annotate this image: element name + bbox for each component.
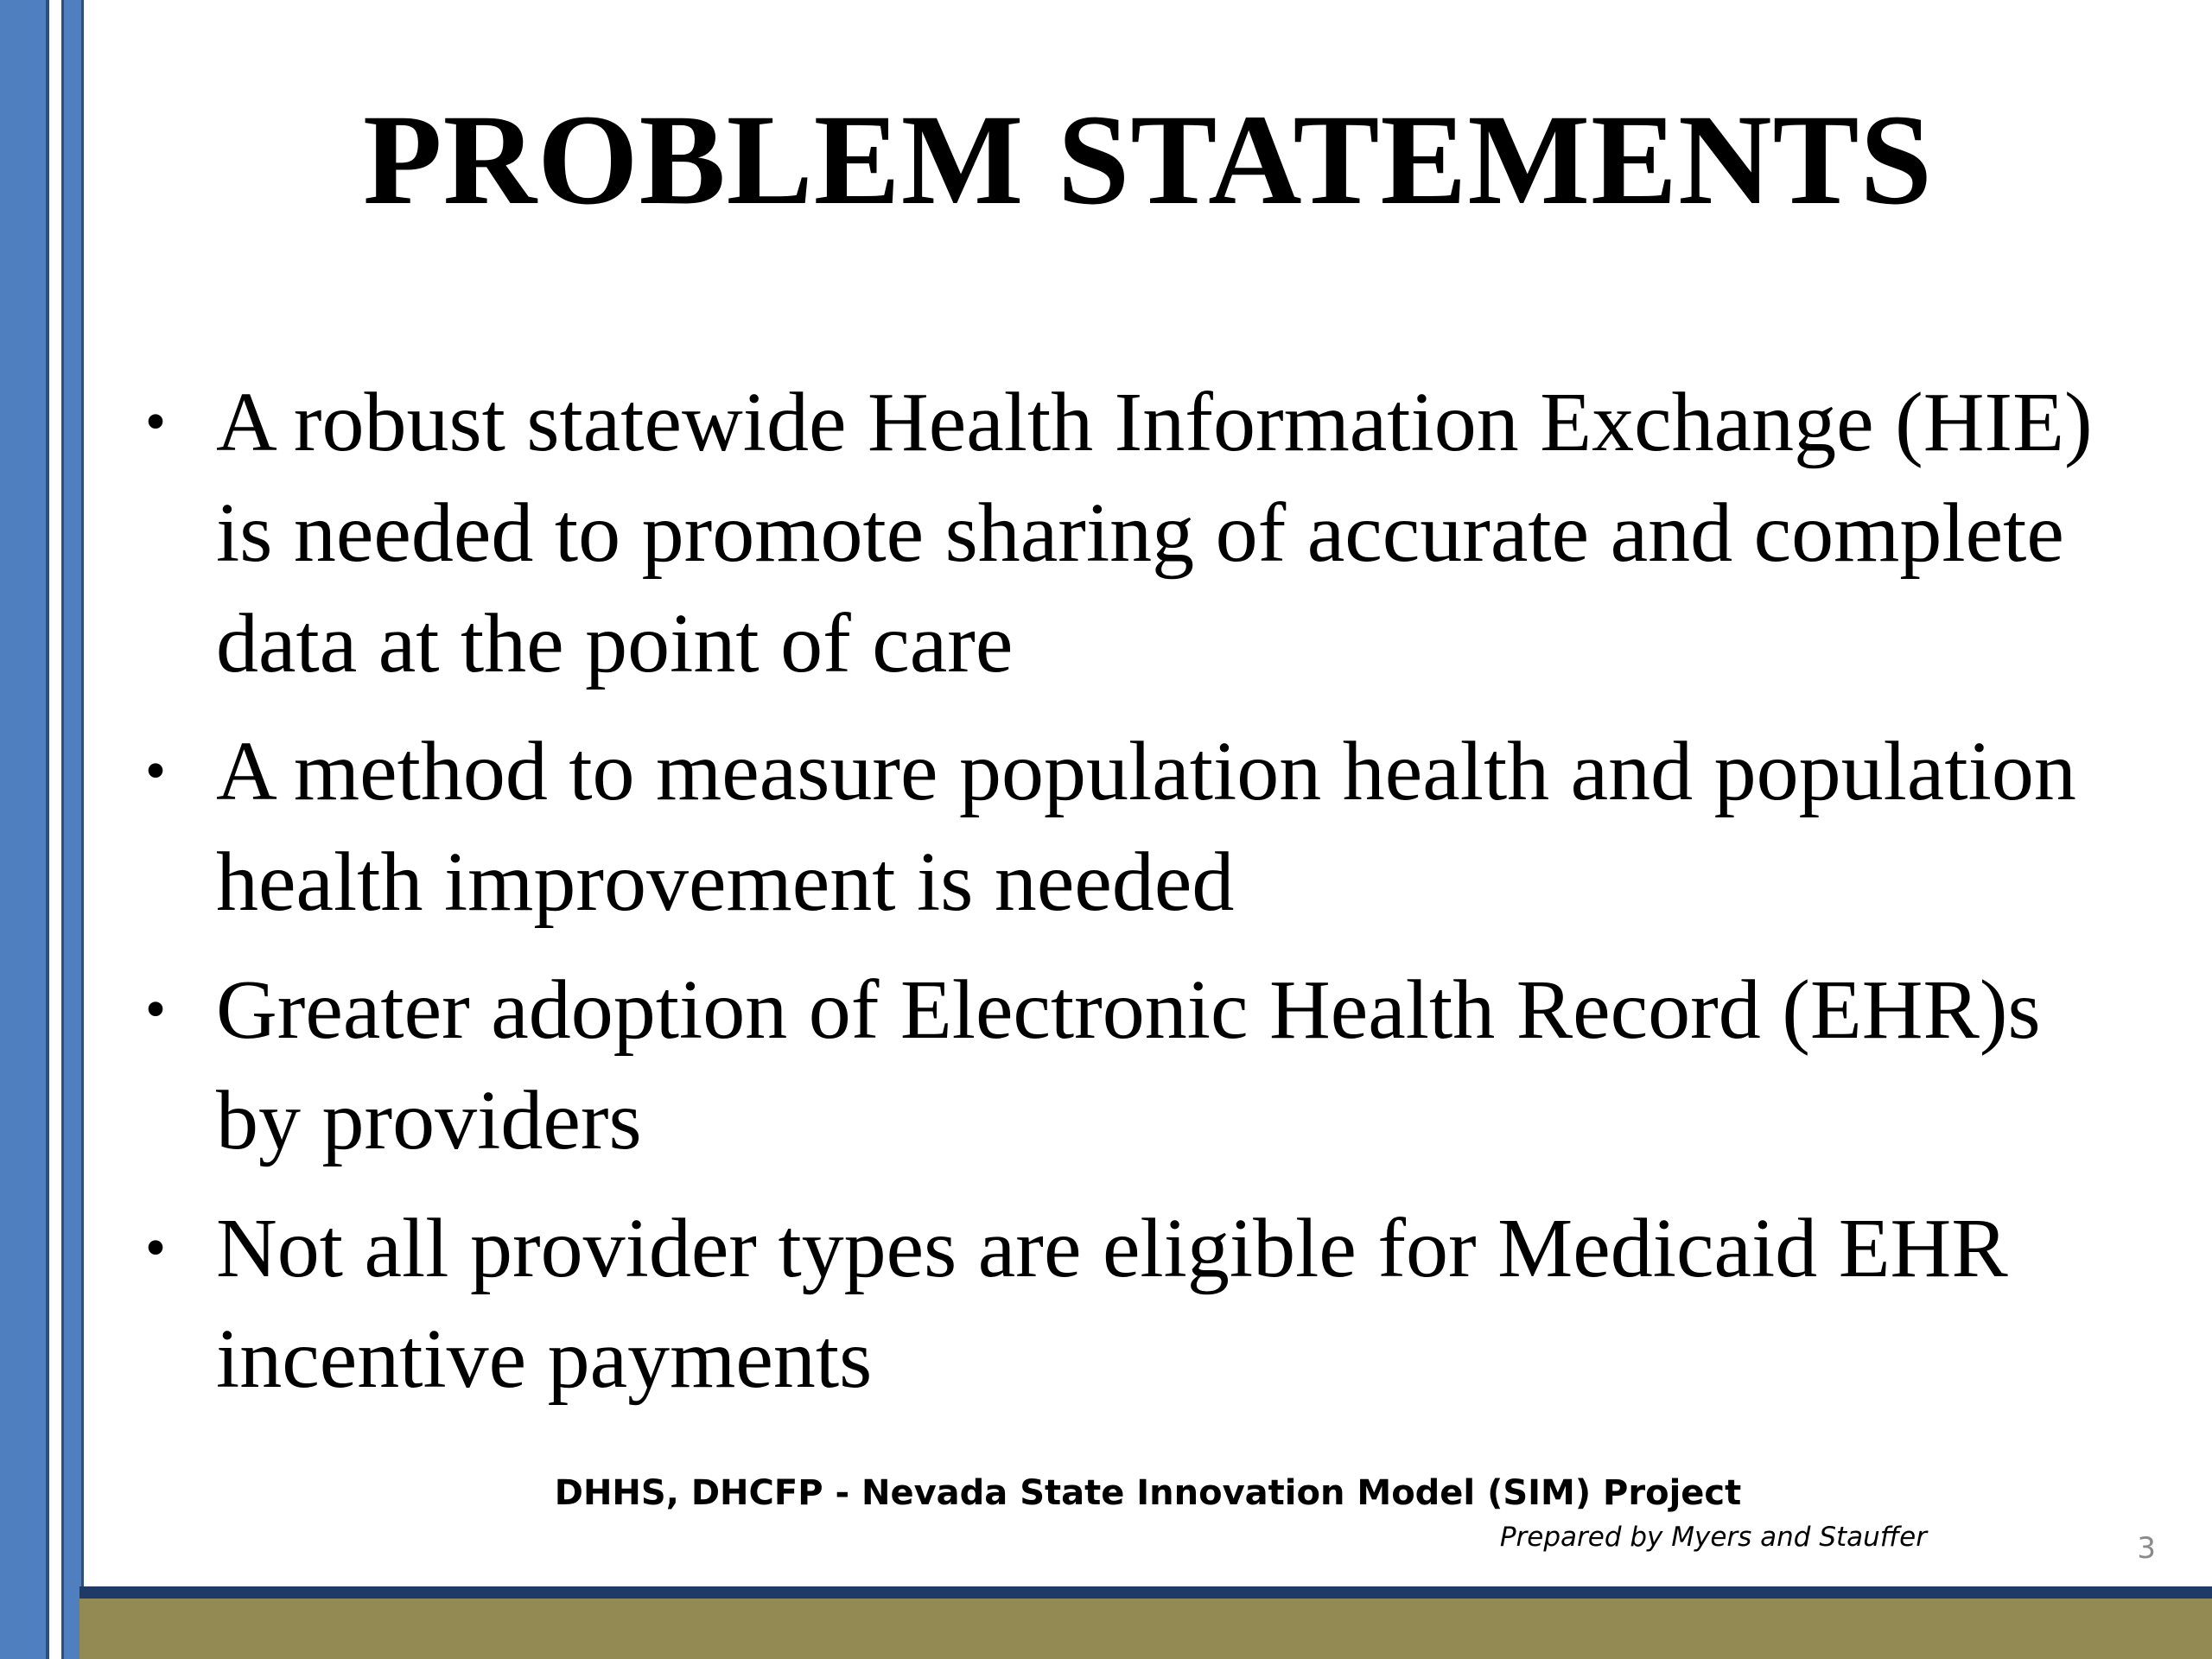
bullet-item <box>130 955 2117 1176</box>
left-decorative-bar-inner <box>61 0 84 1659</box>
bottom-decorative-bar-navy <box>79 1586 2212 1599</box>
footer-project-title: DHHS, DHCFP - Nevada State Innovation Model (SIM) Project <box>554 1473 1742 1513</box>
bullet-item <box>130 716 2117 938</box>
bullet-item <box>130 1193 2117 1414</box>
bullet-item <box>130 367 2117 699</box>
bullet-text: A method to measure population health and population health improvement is needed <box>216 725 2076 929</box>
bullet-text: A robust statewide Health Information Exchange (HIE) is needed to promote sharing of accurate and complete data at the point of care <box>216 376 2093 690</box>
bullet-icon: • <box>144 389 167 455</box>
left-decorative-bar-outer <box>0 0 49 1659</box>
slide-title: PROBLEM STATEMENTS <box>363 88 1933 232</box>
page-number: 3 <box>2137 1531 2156 1566</box>
bullet-list <box>130 367 2117 1432</box>
bottom-decorative-bar-olive <box>79 1599 2212 1659</box>
left-decorative-gap <box>49 0 61 1659</box>
bullet-text: Not all provider types are eligible for Medicaid EHR incentive payments <box>216 1202 2008 1406</box>
bullet-icon: • <box>144 1215 167 1281</box>
bullet-icon: • <box>144 976 167 1043</box>
footer-credit: Prepared by Myers and Stauffer <box>1499 1522 1927 1553</box>
bullet-icon: • <box>144 738 167 804</box>
bullet-text: Greater adoption of Electronic Health Record (EHR)s by providers <box>216 963 2041 1167</box>
